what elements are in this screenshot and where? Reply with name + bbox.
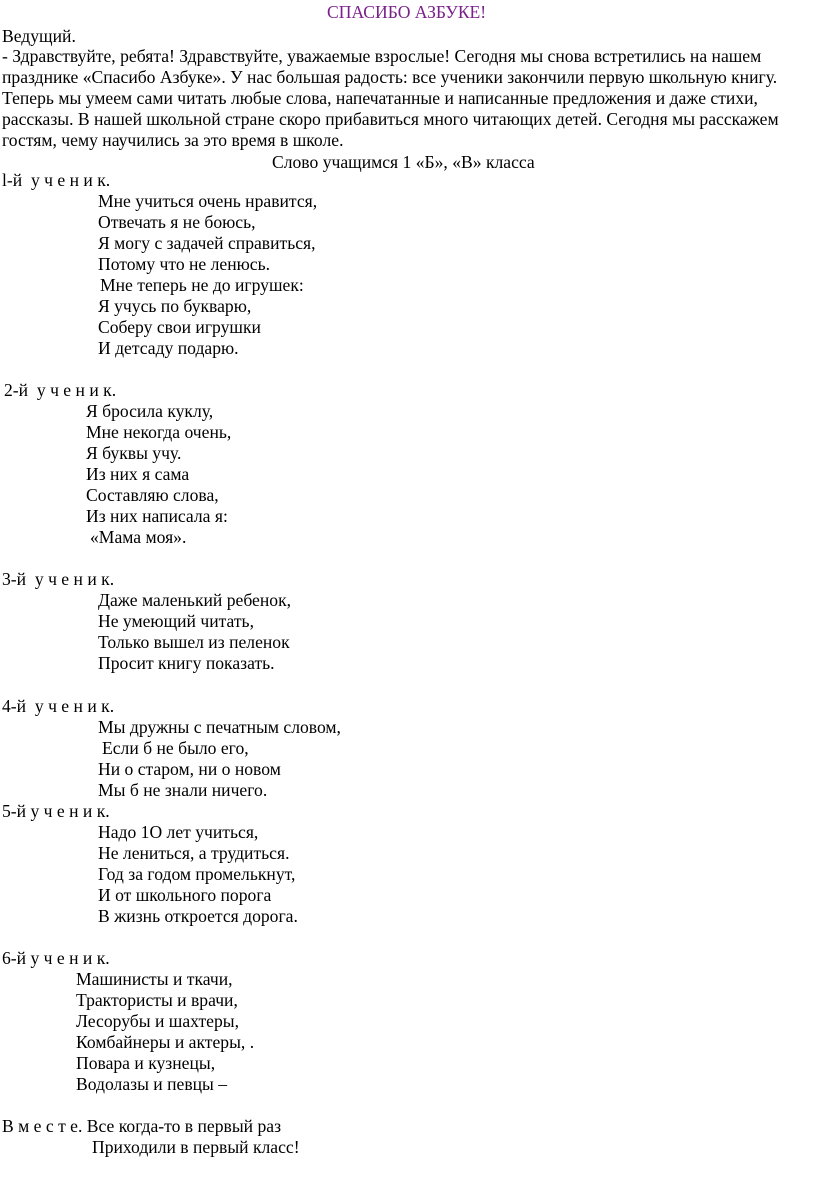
verse-line: Машинисты и ткачи, — [76, 969, 233, 989]
verse-line: Я учусь по букварю, — [98, 296, 252, 316]
verse-line: Комбайнеры и актеры, . — [76, 1032, 255, 1052]
verse-line: И детсаду подарю. — [98, 338, 239, 358]
together-line: Приходили в первый класс! — [92, 1137, 300, 1157]
verse-line: Мне учиться очень нравится, — [98, 191, 318, 211]
verse-line: Только вышел из пеленок — [98, 632, 290, 652]
verse-line: Составляю слова, — [86, 485, 219, 505]
verse-line: Не умеющий читать, — [98, 611, 254, 631]
verse-line: В жизнь откроется дорога. — [98, 906, 298, 926]
page-title: СПАСИБО АЗБУКЕ! — [327, 2, 487, 22]
together-line: В м е с т е. Все когда-то в первый раз — [2, 1116, 282, 1136]
verse-line: Мы дружны с печатным словом, — [98, 717, 341, 737]
verse-line: И от школьного порога — [98, 885, 272, 905]
host-label: Ведущий. — [2, 26, 76, 46]
student-label: 3-й у ч е н и к. — [2, 569, 115, 589]
verse-line: Мы б не знали ничего. — [98, 780, 268, 800]
verse-line: Из них написала я: — [86, 506, 228, 526]
verse-line: Лесорубы и шахтеры, — [76, 1011, 240, 1031]
verse-line: Из них я сама — [86, 464, 190, 484]
verse-line: Просит книгу показать. — [98, 653, 275, 673]
intro-line: гостям, чему научились за это время в школе. — [2, 130, 344, 150]
student-label: 4-й у ч е н и к. — [2, 696, 115, 716]
verse-line: Год за годом промелькнут, — [98, 864, 296, 884]
verse-line: Я могу с задачей справиться, — [98, 233, 316, 253]
verse-line: Потому что не ленюсь. — [98, 254, 271, 274]
verse-line: Даже маленький ребенок, — [98, 590, 292, 610]
verse-line: Отвечать я не боюсь, — [98, 212, 256, 232]
verse-line: Ни о старом, ни о новом — [98, 759, 281, 779]
verse-line: Я бросила куклу, — [86, 401, 214, 421]
student-label: 2-й у ч е н и к. — [4, 380, 117, 400]
verse-line: Надо 1О лет учиться, — [98, 822, 259, 842]
verse-line: Трактористы и врачи, — [76, 990, 238, 1010]
verse-line: Водолазы и певцы – — [76, 1074, 228, 1094]
verse-line: Соберу свои игрушки — [98, 317, 261, 337]
student-label: l-й у ч е н и к. — [2, 170, 111, 190]
verse-line: Мне некогда очень, — [86, 422, 232, 442]
verse-line: Не лениться, а трудиться. — [98, 843, 290, 863]
intro-line: - Здравствуйте, ребята! Здравствуйте, уважаемые взрослые! Сегодня мы снова встретились на нашем — [2, 46, 762, 66]
intro-line: Теперь мы умеем сами читать любые слова, напечатанные и написанные предложения и даже стихи, — [2, 88, 758, 108]
student-label: 5-й у ч е н и к. — [2, 801, 110, 821]
verse-line: Если б не было его, — [102, 738, 249, 758]
verse-line: Я буквы учу. — [86, 443, 182, 463]
verse-line: «Мама моя». — [90, 527, 187, 547]
verse-line: Повара и кузнецы, — [76, 1053, 216, 1073]
intro-line: рассказы. В нашей школьной стране скоро прибавиться много читающих детей. Сегодня мы расскажем — [2, 109, 779, 129]
student-label: 6-й у ч е н и к. — [2, 948, 110, 968]
intro-line: празднике «Спасибо Азбуке». У нас большая радость: все ученики закончили первую школьную книгу. — [2, 67, 778, 87]
class-line: Слово учащимся 1 «Б», «В» класса — [272, 152, 535, 172]
verse-line: Мне теперь не до игрушек: — [100, 275, 304, 295]
